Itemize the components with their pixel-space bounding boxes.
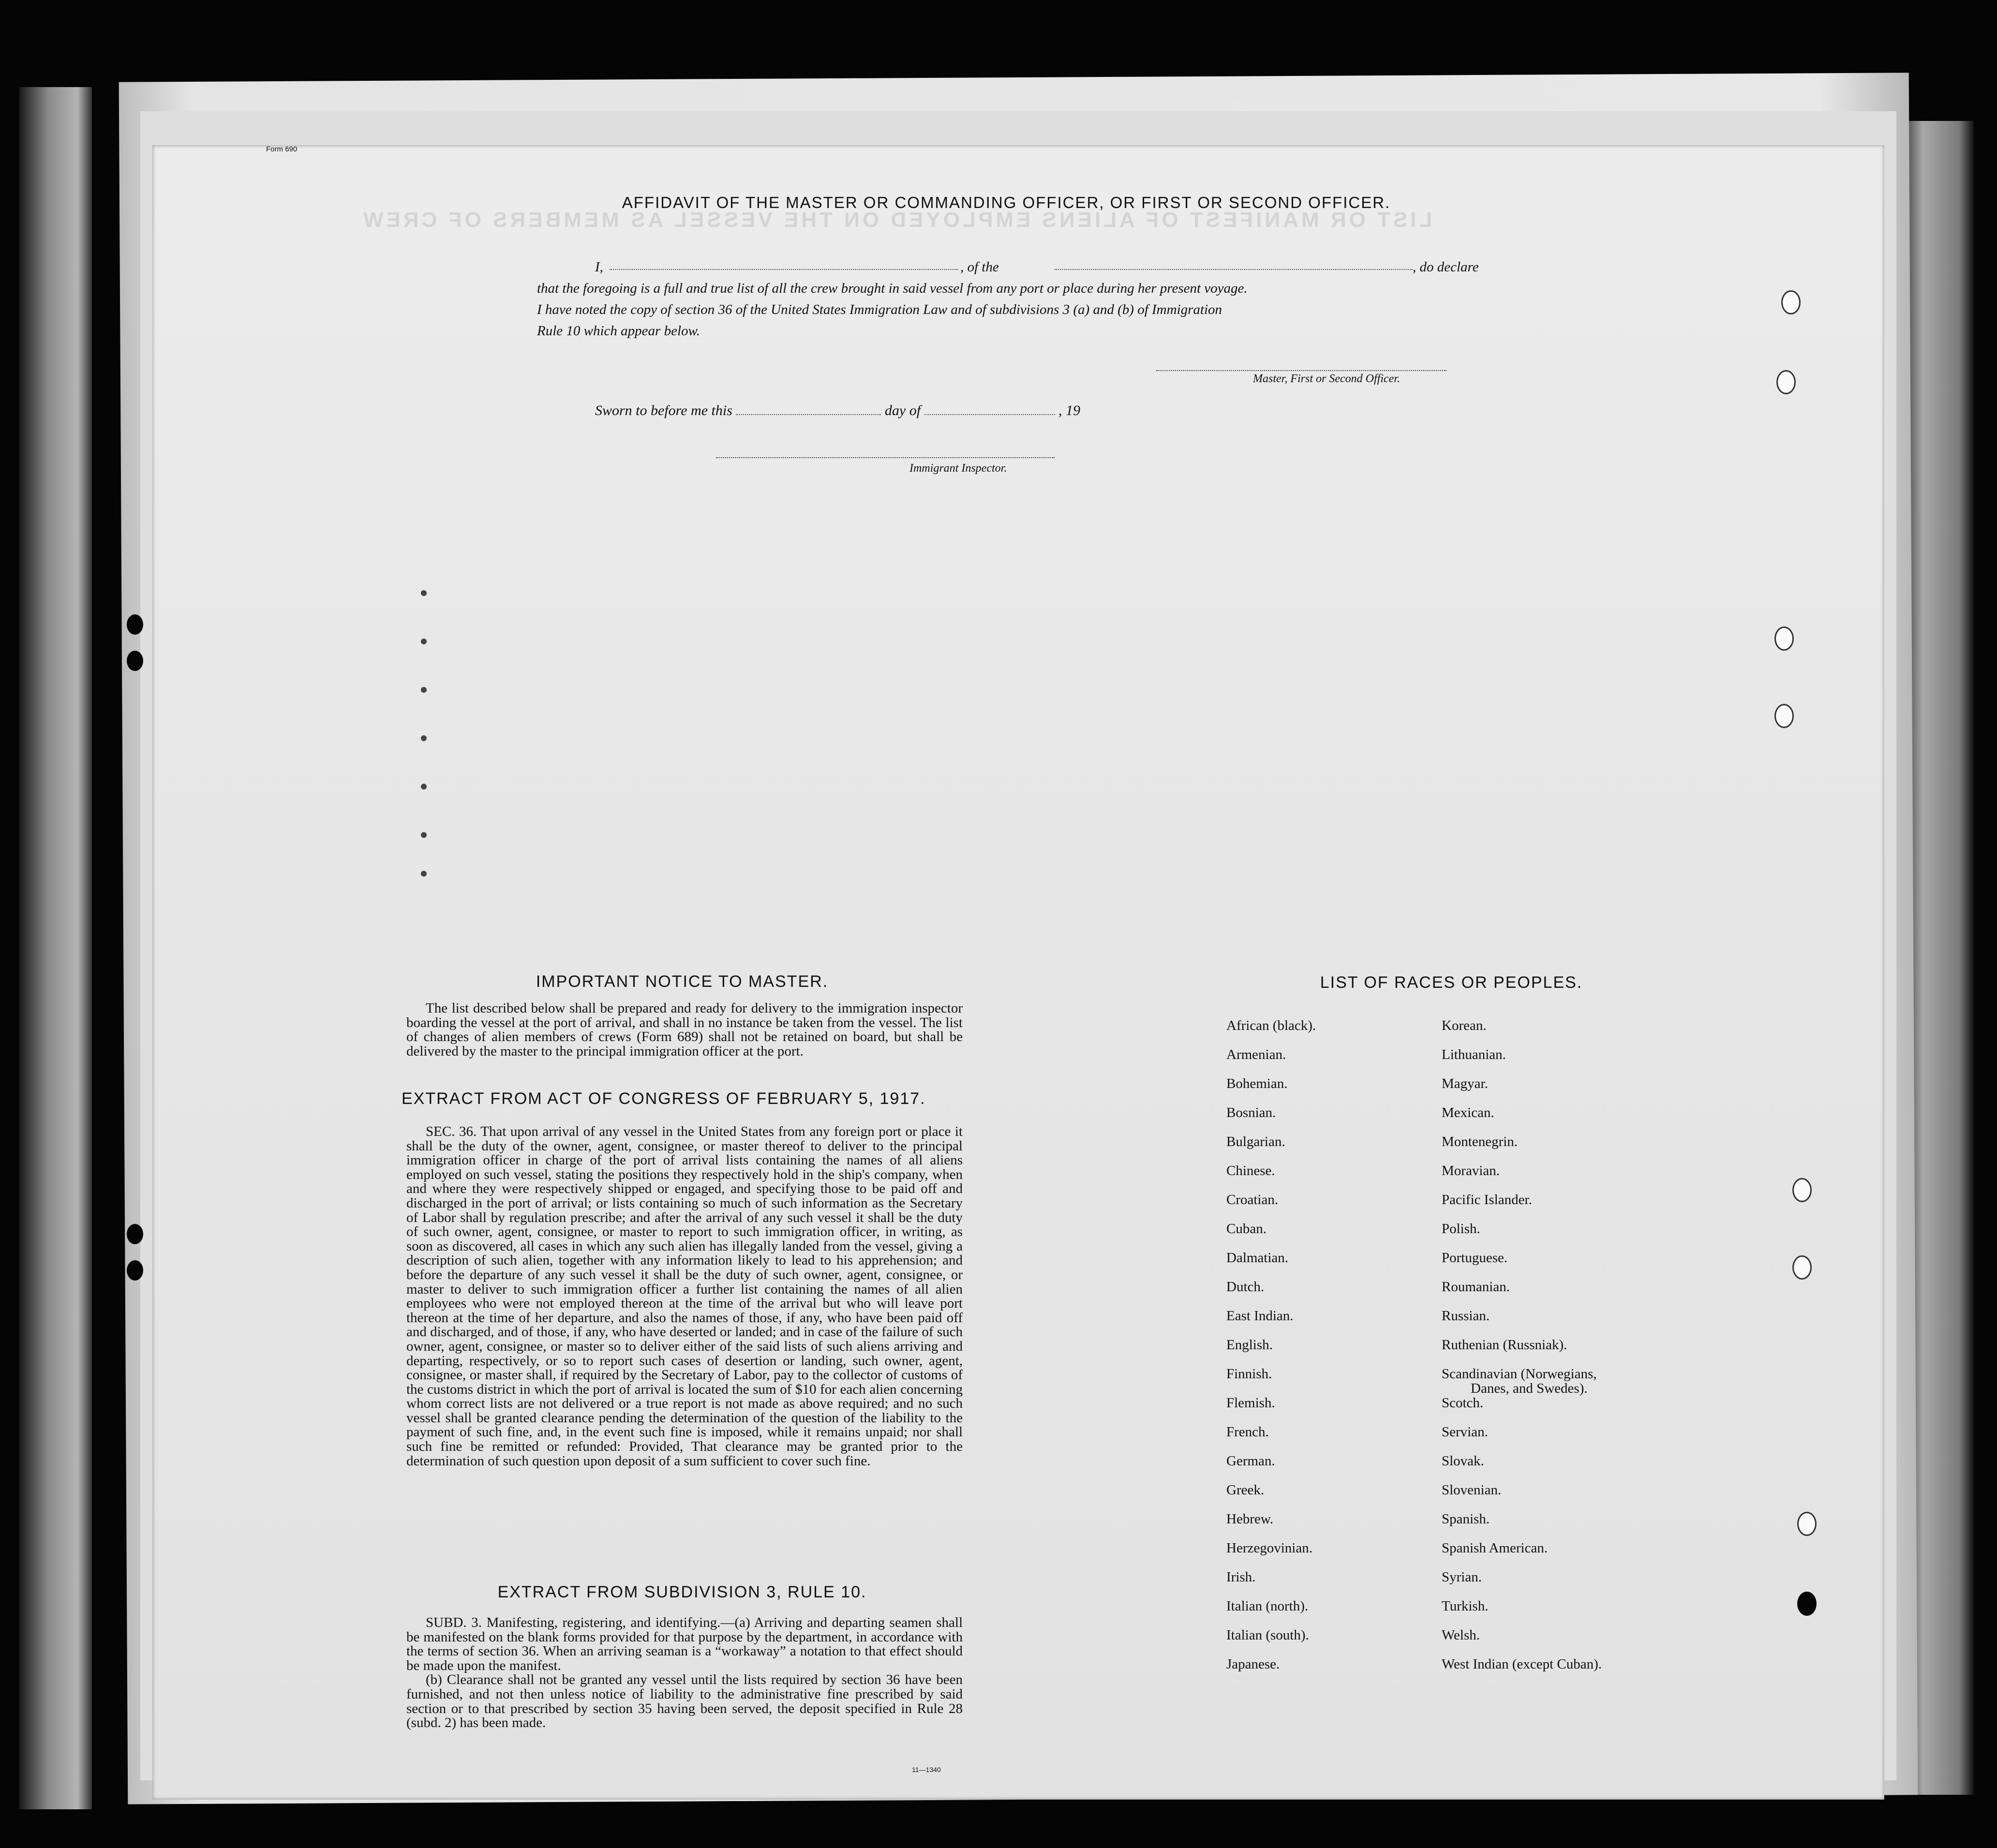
race-item: Russian. [1442,1308,1490,1324]
binder-hole [127,1260,143,1281]
affidavit-declare: , do declare [1413,259,1479,275]
sworn-day-of: day of [884,402,921,418]
rule-extract-heading: EXTRACT FROM SUBDIVISION 3, RULE 10. [497,1583,867,1601]
sworn-day-blank[interactable] [736,402,881,415]
race-item: Slovenian. [1442,1482,1502,1498]
race-item: Dutch. [1226,1279,1265,1295]
sworn-before-text: Sworn to before me this [595,402,732,418]
affidavit-text [537,256,1479,342]
sworn-statement [595,402,1080,419]
race-item: Greek. [1226,1482,1265,1498]
race-item: Hebrew. [1226,1511,1274,1527]
race-item: Lithuanian. [1442,1047,1506,1062]
race-item: Montenegrin. [1442,1134,1518,1149]
master-signature-line[interactable] [1156,370,1446,371]
affidavit-i: I, [595,259,603,275]
race-item: West Indian (except Cuban). [1442,1656,1602,1672]
races-right-column [1442,1018,1602,1686]
race-item: East Indian. [1226,1308,1294,1324]
vessel-blank[interactable] [1055,256,1413,270]
binder-hole [1781,290,1801,314]
race-item: Turkish. [1442,1598,1489,1614]
act-extract-text: SEC. 36. That upon arrival of any vessel in the United States from any foreign port or place it shall be the duty of the owner, agent, consignee, or master thereof to deliver to the principal immigration officer in charge of the port of arrival lists containing the names of all aliens employed on such vessel, stating the positions they respectively hold in the ship's company, when and where they were respectively shipped or engaged, and specifying those to be paid off and discharged in the port of arrival; or lists containing so much of such information as the Secretary of Labor shall by regulation prescribe; and after the arrival of any such vessel it shall be the duty of such owner, agent, consignee, or master to report to such immigration officer, in writing, as soon as discovered, all cases in which any such alien has illegally landed from the vessel, giving a description of such alien, together with any information likely to lead to his apprehension; and before the departure of any such vessel it shall be the duty of such owner, agent, consignee, or master to deliver to such immigration officer a further list containing the names of all alien employees who were not employed thereon at the time of the arrival but who will leave port thereon at the time of her departure, and also the names of those, if any, who have been paid off and discharged, and of those, if any, who have deserted or landed; and in case of the failure of such owner, agent, consignee, or master so to deliver either of the said lists of such aliens arriving and departing, respectively, or so to report such cases of desertion or landing, such owner, agent, consignee, or master shall, if required by the Secretary of Labor, pay to the collector of customs of the customs district in which the port of arrival is located the sum of $10 for each alien concerning whom correct lists are not delivered or a true report is not made as above required; and no such vessel shall be granted clearance pending the determination of the question of the liability to the payment of such fine, and, in the event such fine is imposed, while it remains unpaid; nor shall such fine be remitted or refunded: Provided, That clearance may be granted prior to the determination of such question upon deposit of a sum sufficient to cover such fine. [406,1124,963,1469]
rule-extract-b: (b) Clearance shall not be granted any vessel until the lists required by section 36 have been furnished, and not then unless notice of liability to the administrative fine prescribed by said section or to that prescribed by section 35 having been served, the deposit specified in Rule 28 (subd. 2) has been made. [406,1672,963,1731]
notice-text: The list described below shall be prepared and ready for delivery to the immigration inspector boarding the vessel at the port of arrival, and shall in no instance be taken from the vessel. The list of changes of alien members of crews (Form 689) shall not be retained on board, but shall be delivered by the master to the principal immigration officer at the port. [406,1000,963,1059]
race-item: Syrian. [1442,1569,1482,1585]
race-item: Italian (south). [1226,1627,1309,1643]
race-item: Pacific Islander. [1442,1192,1532,1207]
left-page-edge [19,87,92,1809]
races-heading: LIST OF RACES OR PEOPLES. [1320,973,1583,992]
race-item: Scandinavian (Norwegians, [1442,1366,1597,1382]
races-left-column [1226,1018,1316,1686]
race-item: English. [1226,1337,1273,1353]
binder-hole [127,614,143,635]
master-signature-label: Master, First or Second Officer. [1253,373,1400,385]
race-item: Moravian. [1442,1163,1500,1178]
race-item: Armenian. [1226,1047,1286,1062]
row-marker [421,832,427,838]
race-item: Chinese. [1226,1163,1275,1178]
binder-hole [1776,370,1796,394]
act-extract-heading: EXTRACT FROM ACT OF CONGRESS OF FEBRUARY 5, 1917. [402,1089,926,1108]
affidavit-line-4: Rule 10 which appear below. [537,323,700,339]
race-item: Danes, and Swedes). [1471,1381,1588,1396]
race-item: German. [1226,1453,1275,1469]
race-item: Flemish. [1226,1395,1275,1411]
binder-hole [1797,1512,1817,1536]
affidavit-line-3: I have noted the copy of section 36 of the United States Immigration Law and of subdivisions 3 (a) and (b) of Immigration [537,302,1222,317]
row-marker [421,871,427,877]
form-number: Form 690 [266,145,298,153]
binder-hole [1797,1592,1817,1616]
binder-hole [1792,1178,1812,1202]
race-item: Croatian. [1226,1192,1279,1207]
sworn-month-blank[interactable] [924,402,1055,415]
affidavit-of-the: , of the [960,259,999,275]
race-item: Roumanian. [1442,1279,1510,1295]
race-item: Mexican. [1442,1105,1494,1120]
race-item: Japanese. [1226,1656,1280,1672]
inspector-signature-line[interactable] [716,457,1055,458]
race-item: Irish. [1226,1569,1256,1585]
affidavit-title: AFFIDAVIT OF THE MASTER OR COMMANDING OFFICER, OR FIRST OR SECOND OFFICER. [622,194,1391,211]
binder-hole [1774,626,1794,651]
rule-extract-a: SUBD. 3. Manifesting, registering, and identifying.—(a) Arriving and departing seamen shall be manifested on the blank forms provided for that purpose by the department, in accordance with the terms of section 36. When an arriving seaman is a “workaway” a notation to that effect should be made upon the manifest. [406,1615,963,1673]
race-item: Bohemian. [1226,1076,1288,1091]
race-item: Finnish. [1226,1366,1272,1382]
notice-heading: IMPORTANT NOTICE TO MASTER. [536,972,829,991]
binder-hole [127,1224,143,1244]
race-item: Bosnian. [1226,1105,1276,1120]
race-item: Dalmatian. [1226,1250,1289,1266]
binder-hole [1774,704,1794,728]
binder-hole [1792,1255,1812,1280]
sworn-year: , 19 [1058,402,1081,418]
row-marker [421,784,427,790]
bleed-through-heading: LIST OR MANIFEST OF ALIENS EMPLOYED ON THE VESSEL AS MEMBERS OF CREW [360,208,1432,232]
race-item: Magyar. [1442,1076,1488,1091]
name-blank[interactable] [610,256,958,270]
race-item: Servian. [1442,1424,1488,1440]
race-item: Korean. [1442,1018,1487,1033]
rule-extract-text [406,1616,963,1730]
binder-hole [127,651,143,671]
row-marker [421,639,427,644]
race-item: Polish. [1442,1221,1480,1237]
row-marker [421,735,427,741]
row-marker [421,687,427,693]
race-item: Ruthenian (Russniak). [1442,1337,1567,1353]
race-item: Welsh. [1442,1627,1480,1643]
race-item: Spanish. [1442,1511,1490,1527]
race-item: Bulgarian. [1226,1134,1285,1149]
row-marker [421,590,427,596]
affidavit-line-2: that the foregoing is a full and true list of all the crew brought in said vessel from any port or place during her present voyage. [537,281,1248,296]
race-item: French. [1226,1424,1269,1440]
race-item: Scotch. [1442,1395,1484,1411]
race-item: Slovak. [1442,1453,1484,1469]
race-item: African (black). [1226,1018,1316,1033]
print-code: 11—1340 [912,1766,941,1773]
race-item: Spanish American. [1442,1540,1548,1556]
race-item: Herzegovinian. [1226,1540,1312,1556]
race-item: Portuguese. [1442,1250,1508,1266]
race-item: Cuban. [1226,1221,1267,1237]
race-item: Italian (north). [1226,1598,1309,1614]
inspector-label: Immigrant Inspector. [909,462,1007,475]
